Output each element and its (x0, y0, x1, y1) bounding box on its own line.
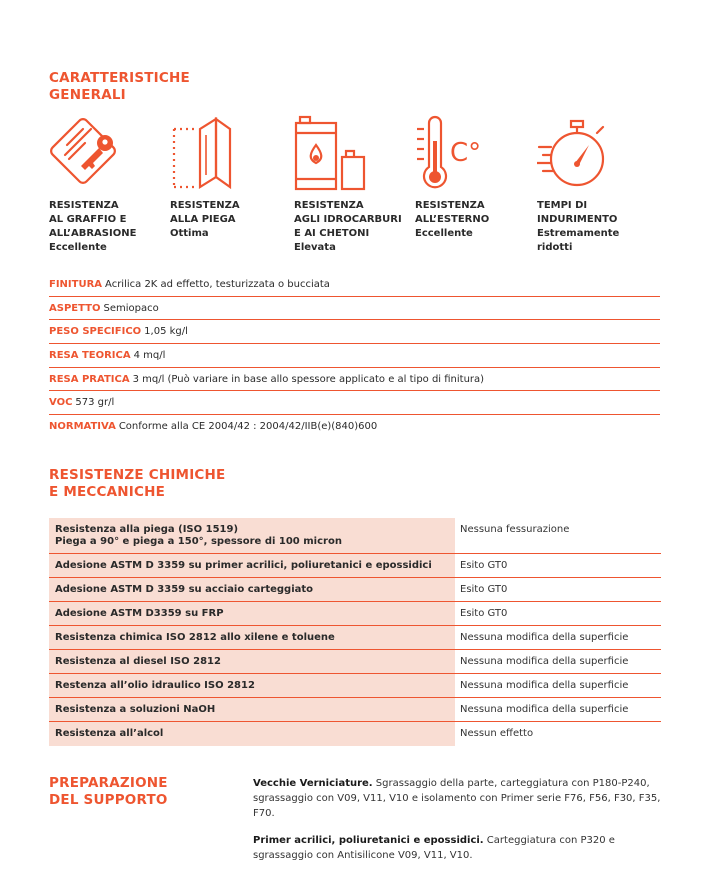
section-title-line: RESISTENZE CHIMICHE (49, 467, 226, 483)
table-row (49, 722, 661, 746)
result-cell: Nessuna modifica della superficie (460, 704, 629, 715)
section-title-line: CARATTERISTICHE (49, 70, 190, 86)
table-row (49, 554, 661, 578)
table-row (49, 674, 661, 698)
feature-outdoor (415, 115, 545, 239)
result-cell: Nessuna modifica della superficie (460, 680, 629, 691)
fold-resistance-icon (170, 115, 250, 195)
property-row-voc: VOC 573 gr/l (49, 391, 660, 415)
feature-value: Eccellente (415, 228, 473, 239)
feature-fold (170, 115, 300, 239)
feature-label: RESISTENZA AL GRAFFIO E ALL’ABRASIONE Eccellente (49, 200, 137, 253)
result-cell: Nessuna modifica della superficie (460, 632, 629, 643)
table-row (49, 650, 661, 674)
result-cell: Esito GT0 (460, 608, 508, 619)
section-title-preparation (49, 775, 168, 809)
table-row (49, 698, 661, 722)
result-cell: Nessun effetto (460, 728, 534, 739)
feature-value: Elevata (294, 242, 336, 253)
scratch-resistance-icon (49, 115, 129, 195)
table-row (49, 626, 661, 650)
test-cell: Adesione ASTM D 3359 su primer acrilici, poliuretanici e epossidici (49, 554, 455, 577)
table-row (49, 518, 661, 554)
result-cell: Esito GT0 (460, 584, 508, 595)
preparation-paragraph (253, 776, 663, 821)
thermometer-icon (415, 115, 495, 195)
feature-value: Estremamente (537, 228, 620, 239)
property-row-finitura: FINITURA Acrilica 2K ad effetto, testurizzata o bucciata (49, 273, 660, 297)
preparation-body: Carteggiatura con P320 e sgrassaggio con Antisilicone V09, V11, V10. (253, 835, 615, 861)
test-cell: Resistenza alla piega (ISO 1519) Piega a 90° e piega a 150°, spessore di 100 micron (49, 518, 455, 553)
result-cell: Nessuna modifica della superficie (460, 656, 629, 667)
test-cell: Resistenza chimica ISO 2812 allo xilene e toluene (49, 626, 455, 649)
property-row-resa-teorica: RESA TEORICA 4 mq/l (49, 344, 660, 368)
table-row (49, 578, 661, 602)
section-title-chemical (49, 467, 225, 501)
test-cell: Adesione ASTM D 3359 su acciaio carteggiato (49, 578, 455, 601)
properties-list (49, 273, 660, 439)
preparation-heading: Primer acrilici, poliuretanici e epossidici. (253, 835, 484, 846)
preparation-body: Sgrassaggio della parte, carteggiatura con P180-P240, sgrassaggio con V09, V11, V10 e isolamento con Primer serie F76, F56, F30, F35, F70. (253, 778, 661, 819)
celsius-text: C° (450, 138, 482, 168)
fuel-can-icon (294, 115, 374, 195)
result-cell: Nessuna fessurazione (460, 524, 570, 535)
feature-value: Ottima (170, 228, 209, 239)
property-row-resa-pratica: RESA PRATICA 3 mq/l (Può variare in base allo spessore applicato e al tipo di finitura) (49, 368, 660, 392)
test-cell: Resistenza al diesel ISO 2812 (49, 650, 455, 673)
feature-value: Eccellente (49, 242, 107, 253)
result-cell: Esito GT0 (460, 560, 508, 571)
property-row-normativa: NORMATIVA Conforme alla CE 2004/42 : 2004/42/IIB(e)(840)600 (49, 421, 378, 433)
section-title-line: GENERALI (49, 87, 126, 103)
resistance-table (49, 518, 661, 746)
test-cell: Resistenza a soluzioni NaOH (49, 698, 455, 721)
feature-curing-time (537, 115, 667, 253)
preparation-text (253, 776, 663, 875)
feature-scratch (49, 115, 179, 253)
features-row (49, 115, 669, 265)
section-title-line: PREPARAZIONE (49, 775, 168, 791)
section-title-line: DEL SUPPORTO (49, 792, 168, 808)
test-cell: Restenza all’olio idraulico ISO 2812 (49, 674, 455, 697)
section-title-general (49, 70, 190, 104)
feature-value: ridotti (537, 242, 573, 253)
preparation-paragraph (253, 833, 663, 863)
feature-label: RESISTENZA AGLI IDROCARBURI E AI CHETONI Elevata (294, 200, 402, 253)
feature-hydrocarbons (294, 115, 424, 253)
preparation-heading: Vecchie Verniciature. (253, 778, 373, 789)
table-row (49, 602, 661, 626)
property-row-peso-specifico: PESO SPECIFICO 1,05 kg/l (49, 320, 660, 344)
test-cell: Adesione ASTM D3359 su FRP (49, 602, 455, 625)
feature-label: RESISTENZA ALL’ESTERNO Eccellente (415, 200, 490, 239)
feature-label: TEMPI DI INDURIMENTO Estremamente ridotti (537, 200, 620, 253)
section-title-line: E MECCANICHE (49, 484, 165, 500)
property-row-aspetto: ASPETTO Semiopaco (49, 297, 660, 321)
feature-label: RESISTENZA ALLA PIEGA Ottima (170, 200, 240, 239)
test-cell: Resistenza all’alcol (49, 722, 455, 746)
stopwatch-icon (537, 115, 617, 195)
